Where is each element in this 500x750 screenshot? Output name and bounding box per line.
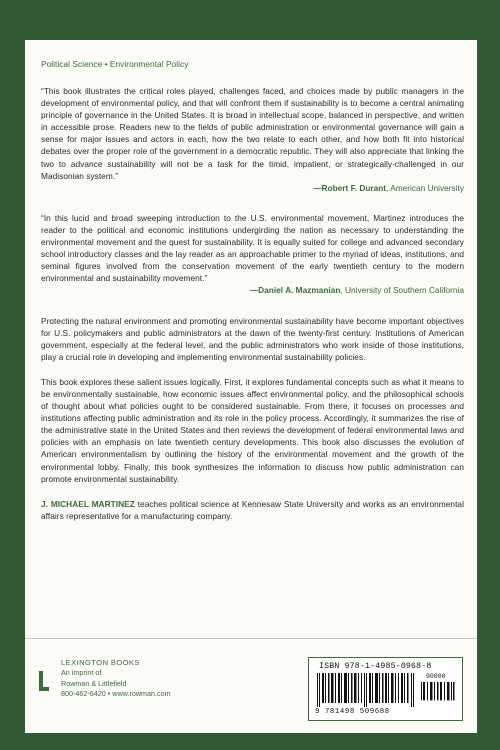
barcode-bars-icon xyxy=(317,673,417,707)
price-code: 90000 xyxy=(426,673,446,680)
category-label: Political Science • Environmental Policy xyxy=(41,59,189,69)
cover-text xyxy=(41,59,464,535)
endorsement-quote-1: “This book illustrates the critical roles played, challenges faced, and choices made by public managers in the development of environmental policy, and that will confront them if sustainability is to become a central animating principle of governance in the United States. It is broad in intellectual scope, balanced in perspective, and written in accessible prose. Readers new to the fields of public administration or environmental governance will gain a sense for major issues and actors in each, how the two relate to each other, and how both fit into historical debates over the proper role of the government in a democratic republic. They will also appreciate that linking the two to advance sustainability will not be a task for the timid, impatient, or strategically-challenged in our Madisonian system.” xyxy=(41,86,464,181)
publisher-contact: 800-462-6420 • www.rowman.com xyxy=(61,689,171,699)
description-paragraph-2: This book explores these salient issues logically. First, it explores fundamental concepts such as what it means to be environmentally sustainable, how economic issues affect environmental policy, and the philosophical schools of thought about what policies ought to be considered sustainable. From there, it focuses on processes and institutions affecting public administration and its role in the policy process. Accordingly, it summarizes the rise of the administrative state in the United States and then reviews the development of federal environmental laws and policies with an emphasis on late twentieth century developments. This book also discusses the evolution of American environmentalism by outlining the history of the environmental movement and the growth of the environmental lobby. Finally, this book synthesizes the information to discuss how public administration can promote environmental sustainability. xyxy=(41,376,464,484)
endorser-affiliation-1: , American University xyxy=(386,182,464,193)
author-name: J. MICHAEL MARTINEZ xyxy=(41,498,135,509)
author-bio xyxy=(41,498,464,522)
endorsement-attribution-1 xyxy=(41,182,464,194)
publisher-name: LEXINGTON BOOKS xyxy=(61,658,140,667)
endorser-affiliation-2: , University of Southern California xyxy=(340,285,464,296)
endorsement-attribution-2 xyxy=(41,284,464,296)
isbn-barcode xyxy=(308,657,463,721)
publisher-text xyxy=(61,658,171,700)
barcode-digits: 9 781498 509688 xyxy=(315,708,390,716)
isbn-text: ISBN 978-1-4985-0968-8 xyxy=(319,662,432,671)
publisher-parent: Rowman & Littlefield xyxy=(61,678,127,688)
publisher-block xyxy=(39,658,259,718)
footer-divider xyxy=(25,638,477,639)
addon-barcode-icon xyxy=(421,682,455,707)
endorser-name-1: —Robert F. Durant xyxy=(313,182,387,193)
endorser-name-2: —Daniel A. Mazmanian xyxy=(249,285,341,296)
publisher-logo-icon xyxy=(39,671,49,691)
back-cover xyxy=(25,40,477,733)
endorsement-quote-2: “In this lucid and broad sweeping introduction to the U.S. environmental movement, Martinez introduces the reader to the political and economic institutions undergirding the nation as necessary to understanding the environmental movement and the quest for sustainability. It is equally suited for college and advanced secondary school introductory classes and the lay reader as an approachable primer to the myriad of ideas, institutions, and seminal figures involved from the conservation movement of the early twentieth century to the modern environmental and sustainability movement.” xyxy=(41,212,464,284)
description-paragraph-1: Protecting the natural environment and promoting environmental sustainability have become important objectives for U.S. policymakers and public administrators at the dawn of the twenty-first century. Institutions of American government, especially at the federal level, and the public administrators who work inside of those institutions, play a crucial role in developing and implementing environmental sustainability policies. xyxy=(41,315,464,362)
publisher-imprint-line: An imprint of xyxy=(61,668,102,678)
author-bio-text: teaches political science at Kennesaw State University and works as an environmental affairs representative for a manufacturing company. xyxy=(41,498,464,521)
